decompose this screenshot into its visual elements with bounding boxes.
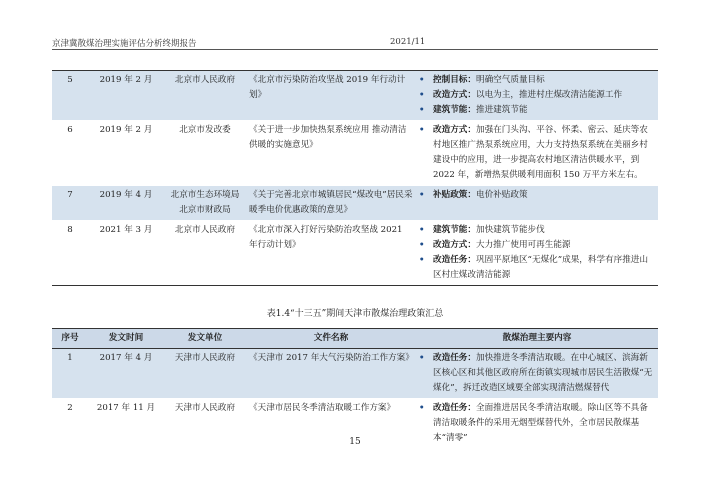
policy-item (419, 73, 655, 88)
cell-name: 《北京市污染防治攻坚战 2019 年行动计划》 (246, 71, 416, 121)
beijing-policy-table (52, 70, 658, 286)
cell-time: 2017 年 4 月 (88, 349, 164, 399)
cell-content (416, 186, 658, 221)
cell-time: 2017 年 11 月 (88, 399, 164, 449)
policy-key: 改造方式： (433, 125, 476, 135)
cell-time: 2019 年 4 月 (88, 186, 164, 221)
table-header-row (52, 329, 658, 349)
policy-list (419, 188, 655, 203)
cell-no: 5 (52, 71, 88, 121)
policy-key: 改造任务： (433, 353, 476, 363)
policy-list (419, 223, 655, 283)
cell-time: 2019 年 2 月 (88, 121, 164, 186)
table-caption: 表1.4“十三五”期间天津市散煤治理政策汇总 (266, 309, 444, 319)
policy-text: 推进建筑节能 (475, 105, 528, 115)
cell-unit: 天津市人民政府 (164, 399, 246, 449)
cell-no: 6 (52, 121, 88, 186)
table-row (52, 221, 658, 286)
header-no: 序号 (52, 329, 88, 349)
header-unit: 发文单位 (164, 329, 246, 349)
policy-list (419, 73, 655, 118)
policy-list (419, 123, 655, 183)
cell-name: 《天津市 2017 年大气污染防治工作方案》 (246, 349, 416, 399)
cell-no: 7 (52, 186, 88, 221)
cell-name: 《北京市深入打好污染防治攻坚战 2021 年行动计划》 (246, 221, 416, 286)
cell-content (416, 349, 658, 399)
tianjin-policy-table (52, 328, 658, 449)
cell-content (416, 71, 658, 121)
cell-unit: 北京市生态环境局 北京市财政局 (164, 186, 246, 221)
policy-item (419, 238, 655, 253)
policy-text: 明确空气质量目标 (475, 75, 545, 85)
header-time: 发文时间 (88, 329, 164, 349)
policy-key: 改造方式： (433, 90, 476, 100)
header-rule (52, 49, 658, 50)
policy-text: 电价补贴政策 (475, 190, 528, 200)
policy-list (419, 351, 655, 396)
cell-unit: 北京市发改委 (164, 121, 246, 186)
cell-name: 《关于完善北京市城镇居民“煤改电”居民采暖季电价优惠政策的意见》 (246, 186, 416, 221)
policy-item (419, 88, 655, 103)
cell-name: 《天津市居民冬季清洁取暖工作方案》 (246, 399, 416, 449)
table-row (52, 186, 658, 221)
header-title: 京津冀散煤治理实施评估分析终期报告 (52, 39, 197, 49)
policy-text: 全面推进居民冬季清洁取暖。除山区等不具备清洁取暖条件的采用无烟型煤替代外，全市居民散煤基本“清零” (433, 403, 648, 443)
policy-key: 建筑节能： (433, 225, 476, 235)
cell-unit: 天津市人民政府 (164, 349, 246, 399)
policy-text: 加强在门头沟、平谷、怀柔、密云、延庆等农村地区推广热泵系统应用，大力支持热泵系统在美丽乡村建设中的应用，进一步提高农村地区清洁供暖水平，到 2022 年，新增热泵供暖利用面积 150 万平方米左右。 (433, 125, 648, 180)
page-number: 15 (349, 437, 361, 447)
policy-text: 加快建筑节能步伐 (475, 225, 545, 235)
policy-key: 改造方式： (433, 240, 476, 250)
policy-key: 补贴政策： (433, 190, 476, 200)
policy-item (419, 103, 655, 118)
policy-item (419, 253, 655, 283)
table-row (52, 121, 658, 186)
policy-key: 建筑节能： (433, 105, 476, 115)
header-name: 文件名称 (246, 329, 416, 349)
table-row (52, 71, 658, 121)
policy-text: 以电为主，推进村庄煤改清洁能源工作 (475, 90, 623, 100)
policy-key: 改造任务： (433, 403, 476, 413)
cell-time: 2019 年 2 月 (88, 71, 164, 121)
cell-content (416, 221, 658, 286)
policy-item (419, 123, 655, 183)
cell-time: 2021 年 3 月 (88, 221, 164, 286)
policy-item (419, 188, 655, 203)
header-content: 散煤治理主要内容 (416, 329, 658, 349)
cell-name: 《关于进一步加快热泵系统应用 推动清洁供暖的实施意见》 (246, 121, 416, 186)
cell-unit: 北京市人民政府 (164, 221, 246, 286)
cell-no: 8 (52, 221, 88, 286)
cell-content (416, 121, 658, 186)
header-date: 2021/11 (390, 37, 426, 47)
policy-item (419, 351, 655, 396)
cell-unit: 北京市人民政府 (164, 71, 246, 121)
table-row (52, 349, 658, 399)
policy-text: 巩固平原地区“无煤化”成果，科学有序推进山区村庄煤改清洁能源 (433, 255, 649, 280)
cell-no: 1 (52, 349, 88, 399)
policy-key: 改造任务： (433, 255, 476, 265)
policy-text: 大力推广使用可再生能源 (475, 240, 571, 250)
policy-item (419, 223, 655, 238)
cell-no: 2 (52, 399, 88, 449)
policy-key: 控制目标： (433, 75, 476, 85)
policy-text: 加快推进冬季清洁取暖。在中心城区、滨海新区核心区和其他区政府所在街镇实现城市居民生活散煤“无煤化”，拆迁改造区域要全部实现清洁燃煤替代 (433, 353, 653, 393)
